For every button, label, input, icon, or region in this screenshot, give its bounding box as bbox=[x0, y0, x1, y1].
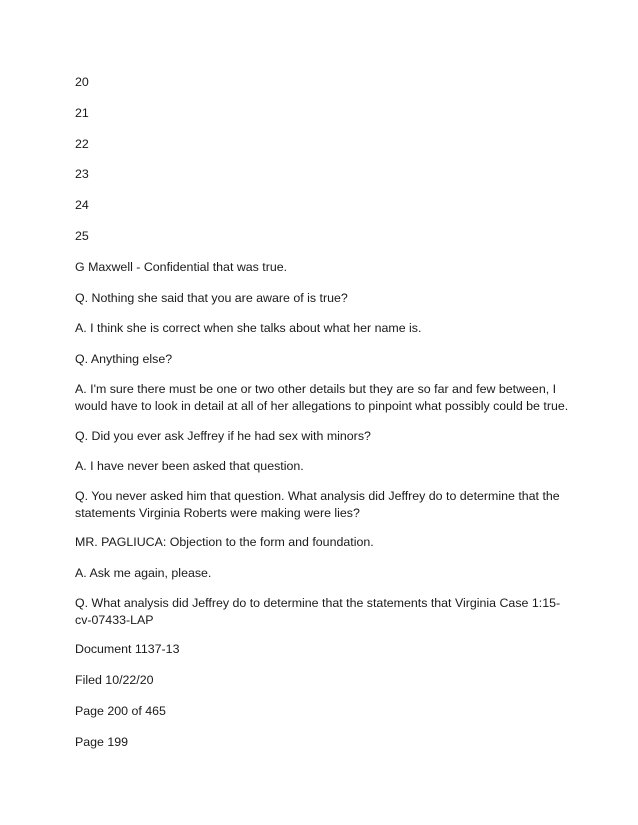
line-number: 23 bbox=[75, 167, 89, 181]
line-number: 22 bbox=[75, 137, 89, 151]
transcript-paragraph: A. I'm sure there must be one or two other details but they are so far and few between, I would have to look in detail at all of her allegations to pinpoint what possibly could be true. bbox=[75, 382, 569, 413]
transcript-paragraph: Q. What analysis did Jeffrey do to determine that the statements that Virginia Case 1:15-cv-07433-LAP bbox=[75, 596, 561, 627]
filed-date: Filed 10/22/20 bbox=[75, 673, 154, 687]
transcript-paragraph: Q. Did you ever ask Jeffrey if he had sex with minors? bbox=[75, 429, 371, 443]
line-number: 25 bbox=[75, 229, 89, 243]
line-number: 24 bbox=[75, 198, 89, 212]
line-number: 20 bbox=[75, 75, 89, 89]
transcript-paragraph: G Maxwell - Confidential that was true. bbox=[75, 260, 288, 274]
transcript-paragraph: A. I think she is correct when she talks about what her name is. bbox=[75, 321, 422, 335]
transcript-paragraph: Q. Nothing she said that you are aware of is true? bbox=[75, 291, 348, 305]
transcript-paragraph: A. Ask me again, please. bbox=[75, 566, 212, 580]
transcript-paragraph: MR. PAGLIUCA: Objection to the form and foundation. bbox=[75, 535, 374, 549]
line-number: 21 bbox=[75, 106, 89, 120]
transcript-paragraph: A. I have never been asked that question. bbox=[75, 459, 304, 473]
transcript-paragraph: Q. You never asked him that question. What analysis did Jeffrey do to determine that the statements Virginia Roberts were making were lies? bbox=[75, 489, 560, 520]
page-number: Page 199 bbox=[75, 735, 129, 749]
page-of-total: Page 200 of 465 bbox=[75, 704, 166, 718]
document-number: Document 1137-13 bbox=[75, 642, 180, 656]
transcript-paragraph: Q. Anything else? bbox=[75, 352, 173, 366]
